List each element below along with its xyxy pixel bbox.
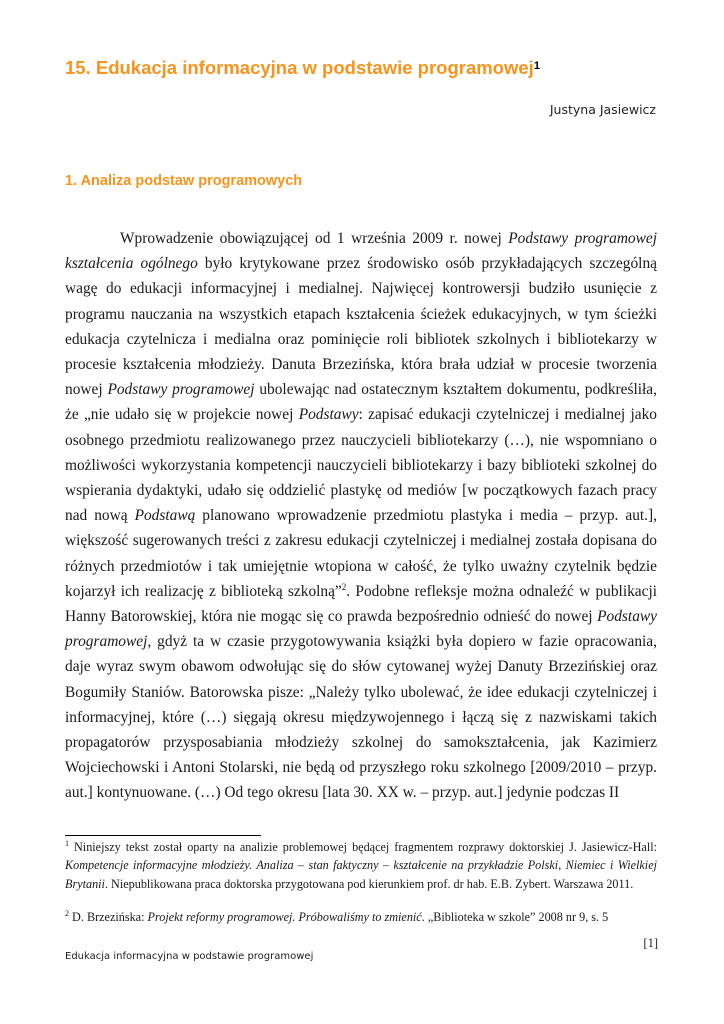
footnote-separator (65, 835, 261, 836)
body-italic: Podstawą (134, 507, 196, 525)
body-text: . Podobne refleksje można odnaleźć w publikacji Hanny Batorowskiej, która nie mogąc się co prawda bezpośrednio odnieść do nowej (65, 582, 658, 626)
footnote-text: . Niepublikowana praca doktorska przygotowana pod kierunkiem prof. dr hab. E.B. Zybert. Warszawa 2011. (104, 876, 634, 891)
footnote-number: 2 (65, 908, 69, 918)
running-footer: Edukacja informacyjna w podstawie programowej (65, 951, 314, 962)
body-paragraph (65, 226, 657, 806)
section-heading: 1. Analiza podstaw programowych (65, 173, 303, 189)
footnote-text: Niniejszy tekst został oparty na analizie problemowej będącej fragmentem rozprawy doktorskiej J. Jasiewicz-Hall: (69, 840, 657, 854)
footnote-text: D. Brzezińska: (69, 910, 148, 924)
body-text: , gdyż ta w czasie przygotowywania książki była dopiero w fazie opracowania, daje wyraz swym obawom odwołując się do słów cytowanej wyżej Danuty Brzezińskiej oraz Bogumiły Staniów. Batorowska pisze: „Należy tylko ubolewać, że idee edukacji czytelniczej i informacyjnej, które (…) sięgają okresu międzywojennego i łączą się z nazwiskami takich propagatorów przysposabiania młodzieży szkolnej do samokształcenia, jak Kazimierz Wojciechowski i Antoni Stolarski, nie będą od przyszłego roku szkolnego [2009/2010 – przyp. aut.] kontynuowane. (…) Od tego okresu [lata 30. XX w. – przyp. aut.] jedynie podczas II (65, 633, 657, 802)
body-text: planowano wprowadzenie przedmiotu plastyka i media – przyp. aut.], większość sugerowanych treści z zakresu edukacji czytelniczej i medialnej została dopisana do różnych przedmiotów i tak umiejętnie wtopiona w całość, że tylko uważny czytelnik będzie kojarzył ich realizację z biblioteką szkolną” (65, 507, 657, 600)
footnote-ref-1[interactable]: 1 (533, 60, 540, 72)
page-number: [1] (643, 936, 658, 950)
body-text: ubolewając nad ostatecznym kształtem dokumentu, podkreśliła, że „nie udało się w projekcie nowej (65, 381, 657, 424)
page-title (65, 57, 665, 79)
author-name: Justyna Jasiewicz (549, 102, 656, 117)
body-text: Wprowadzenie obowiązującej od 1 września 2009 r. nowej (120, 230, 509, 247)
body-italic: Podstawy programowej kształcenia ogólnego (65, 230, 657, 273)
footnote-2 (65, 908, 657, 926)
footnote-italic: Projekt reformy programowej. Próbowaliśmy to zmienić (147, 910, 422, 924)
body-italic: Podstawy (298, 406, 359, 424)
body-text: : zapisać edukacji czytelniczej i medialnej jako osobnego przedmiotu realizowanego przez nauczycieli bibliotekarzy (…), nie wspomniano o możliwości wykorzystania kompetencji nauczycieli bibliotekarzy i bazy biblioteki szkolnej do wspierania dydaktyki, udało się oddzielić plastykę od mediów [w początkowych fazach pracy nad nową (65, 406, 657, 525)
title-text: 15. Edukacja informacyjna w podstawie programowej (65, 57, 534, 78)
footnote-ref-2[interactable]: 2 (341, 581, 347, 592)
footnote-1 (65, 838, 657, 893)
body-italic: Podstawy programowej (65, 608, 657, 651)
body-italic: Podstawy programowej (107, 381, 255, 399)
footnote-number: 1 (65, 838, 69, 848)
footnote-italic: Kompetencje informacyjne młodzieży. Analiza – stan faktyczny – kształcenie na przykładzie Polski, Niemiec i Wielkiej Brytanii (65, 858, 657, 891)
body-text: było krytykowane przez środowisko osób przykładających szczególną wagę do edukacji informacyjnej i medialnej. Najwięcej kontrowersji budziło usunięcie z programu nauczania na wszystkich etapach kształcenia ścieżek edukacyjnych, w tym ścieżki edukacja czytelnicza i medialna oraz pominięcie roli bibliotek szkolnych i bibliotekarzy w procesie kształcenia młodzieży. Danuta Brzezińska, która brała udział w procesie tworzenia nowej (65, 255, 657, 399)
footnote-text: . „Biblioteka w szkole” 2008 nr 9, s. 5 (421, 910, 609, 924)
